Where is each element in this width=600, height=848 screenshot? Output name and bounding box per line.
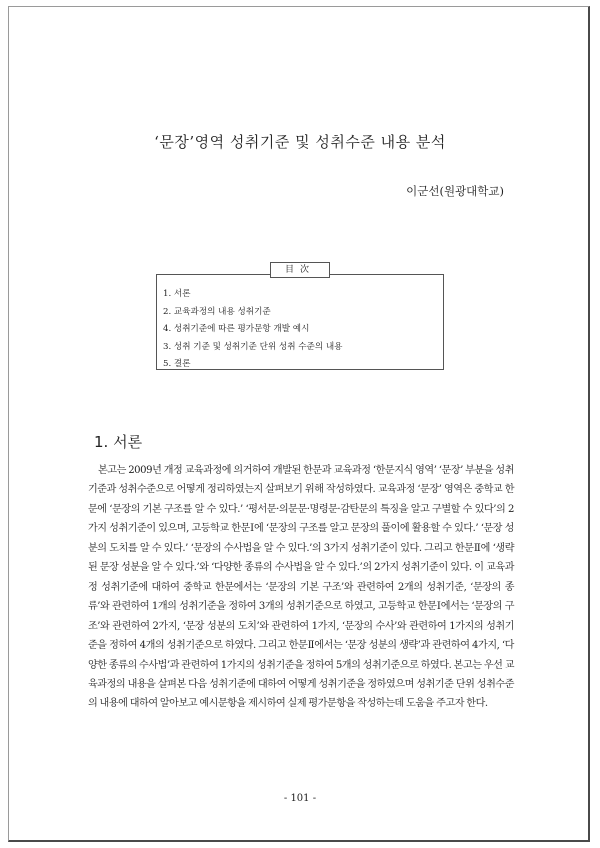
toc-item: 3. 성취 기준 및 성취기준 단위 성취 수준의 내용 [163, 341, 343, 352]
body-paragraph: 본고는 2009년 개정 교육과정에 의거하여 개발된 한문과 교육과정 ‘한문지식 영역’ ‘문장’ 부분을 성취기준과 성취수준으로 어떻게 정리하였는지 살펴보기 위해 작성하였다. 교육과정 ‘문장’ 영역은 중학교 한문에 ‘문장의 기본 구조를 알 수 있다.’ ‘평서문·의문문·명령문·감탄문의 특징을 알고 구별할 수 있다’의 2가지 성취기준이 있으며, 고등학교 한문Ⅰ에 ‘문장의 구조를 알고 문장의 풀이에 활용할 수 있다.’ ‘문장 성분의 도치를 알 수 있다.’ ‘문장의 수사법을 알 수 있다.’의 3가지 성취기준이 있다. 그리고 한문Ⅱ에 ‘생략된 문장 성분을 알 수 있다.’와 ‘다양한 종류의 수사법을 알 수 있다.’의 2가지 성취기준이 있다. 이 교육과정 성취기준에 대하여 중학교 한문에서는 ‘문장의 기본 구조’와 관련하여 2개의 성취기준, ‘문장의 종류’와 관련하여 1개의 성취기준을 정하여 3개의 성취기준으로 하였고, 고등학교 한문Ⅰ에서는 ‘문장의 구조’와 관련하여 2가지, ‘문장 성분의 도치’와 관련하여 1가지, ‘문장의 수사’와 관련하여 1가지의 성취기준을 정하여 4개의 성취기준으로 하였다. 그리고 한문Ⅱ에서는 ‘문장 성분의 생략’과 관련하여 4가지, ‘다양한 종류의 수사법’과 관련하여 1가지의 성취기준을 정하여 5개의 성취기준으로 하였다. 본고는 우선 교육과정의 내용을 살펴본 다음 성취기준에 대하여 어떻게 성취기준을 정하였으며 성취기준 단위 성취수준의 내용에 대하여 알아보고 예시문항을 제시하여 실제 평가문항을 작성하는데 도움을 주고자 한다. [88, 465, 514, 710]
author-affiliation: 이군선(원광대학교) [406, 184, 504, 198]
toc-list [163, 286, 342, 374]
toc-item: 2. 교육과정의 내용 성취기준 [163, 306, 271, 317]
toc-item: 4. 성취기준에 따른 평가문항 개발 예시 [163, 324, 310, 335]
toc-item: 5. 결론 [163, 359, 191, 370]
page-number: - 101 - [283, 793, 317, 804]
toc-heading: 目次 [270, 262, 330, 278]
toc-item: 1. 서론 [163, 289, 191, 299]
document-title: ‘문장’영역 성취기준 및 성취수준 내용 분석 [154, 133, 446, 151]
section-heading: 1. 서론 [94, 433, 143, 451]
